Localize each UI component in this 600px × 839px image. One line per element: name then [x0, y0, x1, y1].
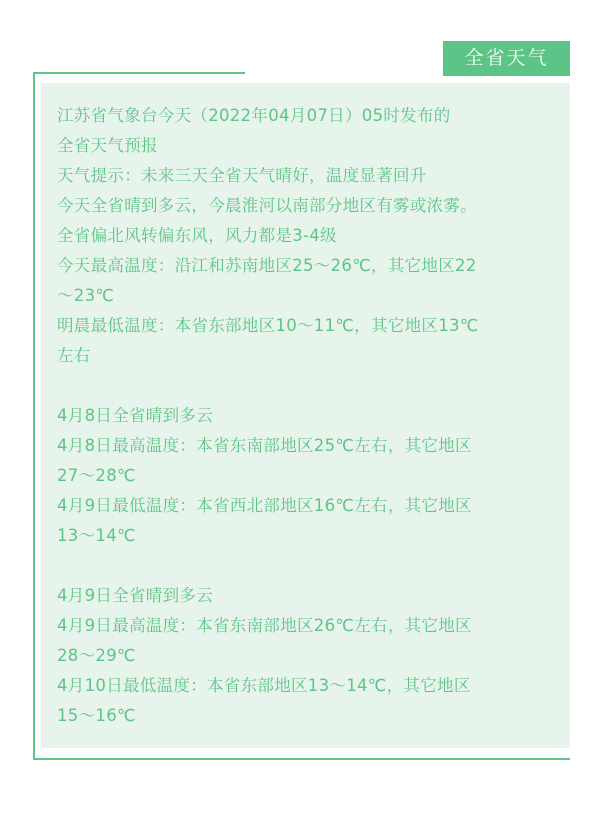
- frame-left-border: [33, 72, 35, 760]
- frame-bottom-border: [33, 758, 570, 760]
- apr9-sky-line: 4月9日全省晴到多云: [57, 586, 213, 605]
- today-sky-line: 今天全省晴到多云，今晨淮河以南部分地区有雾或浓雾。: [57, 196, 477, 215]
- apr9-forecast-section: [57, 581, 570, 731]
- apr9-low-line-continued: 13～14℃: [57, 526, 136, 545]
- today-high-line-continued: ～23℃: [57, 286, 115, 305]
- apr10-low-line: 4月10日最低温度：本省东部地区13～14℃，其它地区: [57, 676, 471, 695]
- tomorrow-low-line: 明晨最低温度：本省东部地区10～11℃，其它地区13℃: [57, 316, 479, 335]
- forecast-panel: [41, 83, 570, 748]
- apr8-sky-line: 4月8日全省晴到多云: [57, 406, 213, 425]
- wind-line: 全省偏北风转偏东风，风力都是3-4级: [57, 226, 337, 245]
- section-spacer: [57, 551, 570, 581]
- apr8-high-line-continued: 27～28℃: [57, 466, 136, 485]
- section-spacer: [57, 371, 570, 401]
- apr8-high-line: 4月8日最高温度：本省东南部地区25℃左右，其它地区: [57, 436, 472, 455]
- apr8-forecast-section: [57, 401, 570, 551]
- today-forecast-section: [57, 101, 570, 371]
- title-tab: 全省天气: [443, 41, 570, 76]
- issue-line: 江苏省气象台今天（2022年04月07日）05时发布的: [57, 106, 451, 125]
- frame-top-border: [33, 72, 245, 74]
- issue-line-continued: 全省天气预报: [57, 136, 158, 155]
- weather-tip-line: 天气提示：未来三天全省天气晴好，温度显著回升: [57, 166, 427, 185]
- tomorrow-low-line-continued: 左右: [57, 346, 91, 365]
- apr9-low-line: 4月9日最低温度：本省西北部地区16℃左右，其它地区: [57, 496, 472, 515]
- apr9-high-line: 4月9日最高温度：本省东南部地区26℃左右，其它地区: [57, 616, 472, 635]
- apr9-high-line-continued: 28～29℃: [57, 646, 136, 665]
- apr10-low-line-continued: 15～16℃: [57, 706, 136, 725]
- today-high-line: 今天最高温度：沿江和苏南地区25～26℃，其它地区22: [57, 256, 477, 275]
